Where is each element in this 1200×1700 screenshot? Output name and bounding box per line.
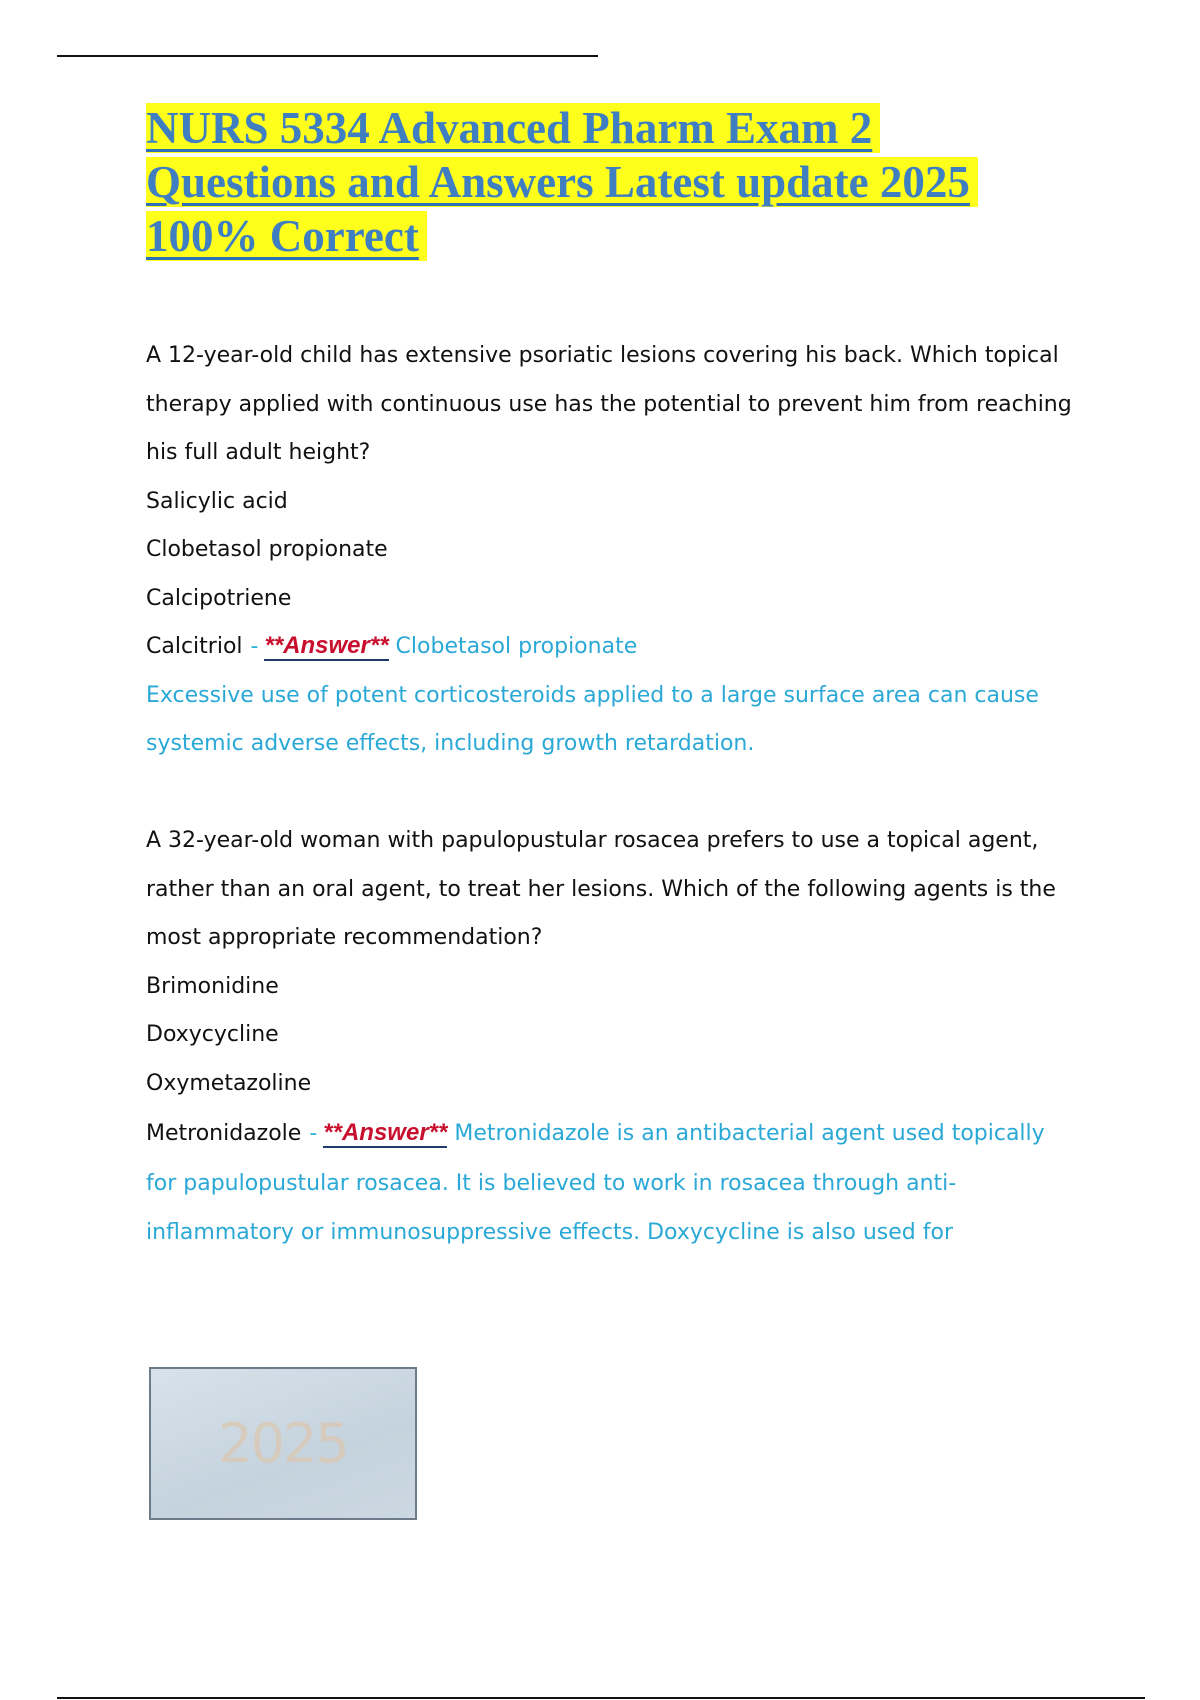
- answer-line: [146, 623, 1086, 672]
- answer-dash: -: [250, 634, 259, 659]
- document-title: [146, 101, 1106, 263]
- title-line-1: NURS 5334 Advanced Pharm Exam 2: [146, 103, 880, 153]
- question-line: most appropriate recommendation?: [146, 925, 543, 950]
- explanation-line: Excessive use of potent corticosteroids applied to a large surface area can cause: [146, 682, 1039, 708]
- option-3: Oxymetazoline: [146, 1070, 312, 1096]
- option-2: Clobetasol propionate: [146, 537, 388, 562]
- answer-dash: -: [309, 1121, 318, 1146]
- option-3: Calcipotriene: [146, 585, 292, 611]
- option-1: Brimonidine: [146, 973, 279, 999]
- answer-line: [146, 1108, 1086, 1160]
- explanation-line: inflammatory or immunosuppressive effects. Doxycycline is also used for: [146, 1219, 954, 1245]
- bottom-rule: [57, 1697, 1145, 1699]
- answer-label: **Answer**: [323, 1119, 448, 1146]
- thumbnail-text: 2025: [218, 1412, 348, 1475]
- thumbnail-image: [149, 1367, 417, 1520]
- question-block-1: [146, 332, 1086, 769]
- option-4: Metronidazole: [146, 1121, 302, 1146]
- question-block-2: [146, 817, 1086, 1257]
- question-line: therapy applied with continuous use has the potential to prevent him from reaching: [146, 391, 1072, 417]
- title-line-3: 100% Correct: [146, 211, 427, 261]
- question-line: rather than an oral agent, to treat her lesions. Which of the following agents is the: [146, 876, 1056, 902]
- explanation-line: for papulopustular rosacea. It is believed to work in rosacea through anti-: [146, 1171, 957, 1196]
- answer-text: Clobetasol propionate: [395, 634, 638, 659]
- top-rule: [57, 55, 598, 57]
- question-line: A 12-year-old child has extensive psoriatic lesions covering his back. Which topical: [146, 343, 1059, 368]
- question-line: his full adult height?: [146, 440, 371, 465]
- answer-label: **Answer**: [264, 632, 389, 659]
- option-4: Calcitriol: [146, 634, 243, 659]
- option-1: Salicylic acid: [146, 488, 288, 514]
- title-line-2: Questions and Answers Latest update 2025: [146, 157, 978, 207]
- answer-text: Metronidazole is an antibacterial agent used topically: [454, 1121, 1045, 1146]
- option-2: Doxycycline: [146, 1022, 279, 1047]
- explanation-line: systemic adverse effects, including growth retardation.: [146, 731, 755, 756]
- question-line: A 32-year-old woman with papulopustular rosacea prefers to use a topical agent,: [146, 828, 1039, 853]
